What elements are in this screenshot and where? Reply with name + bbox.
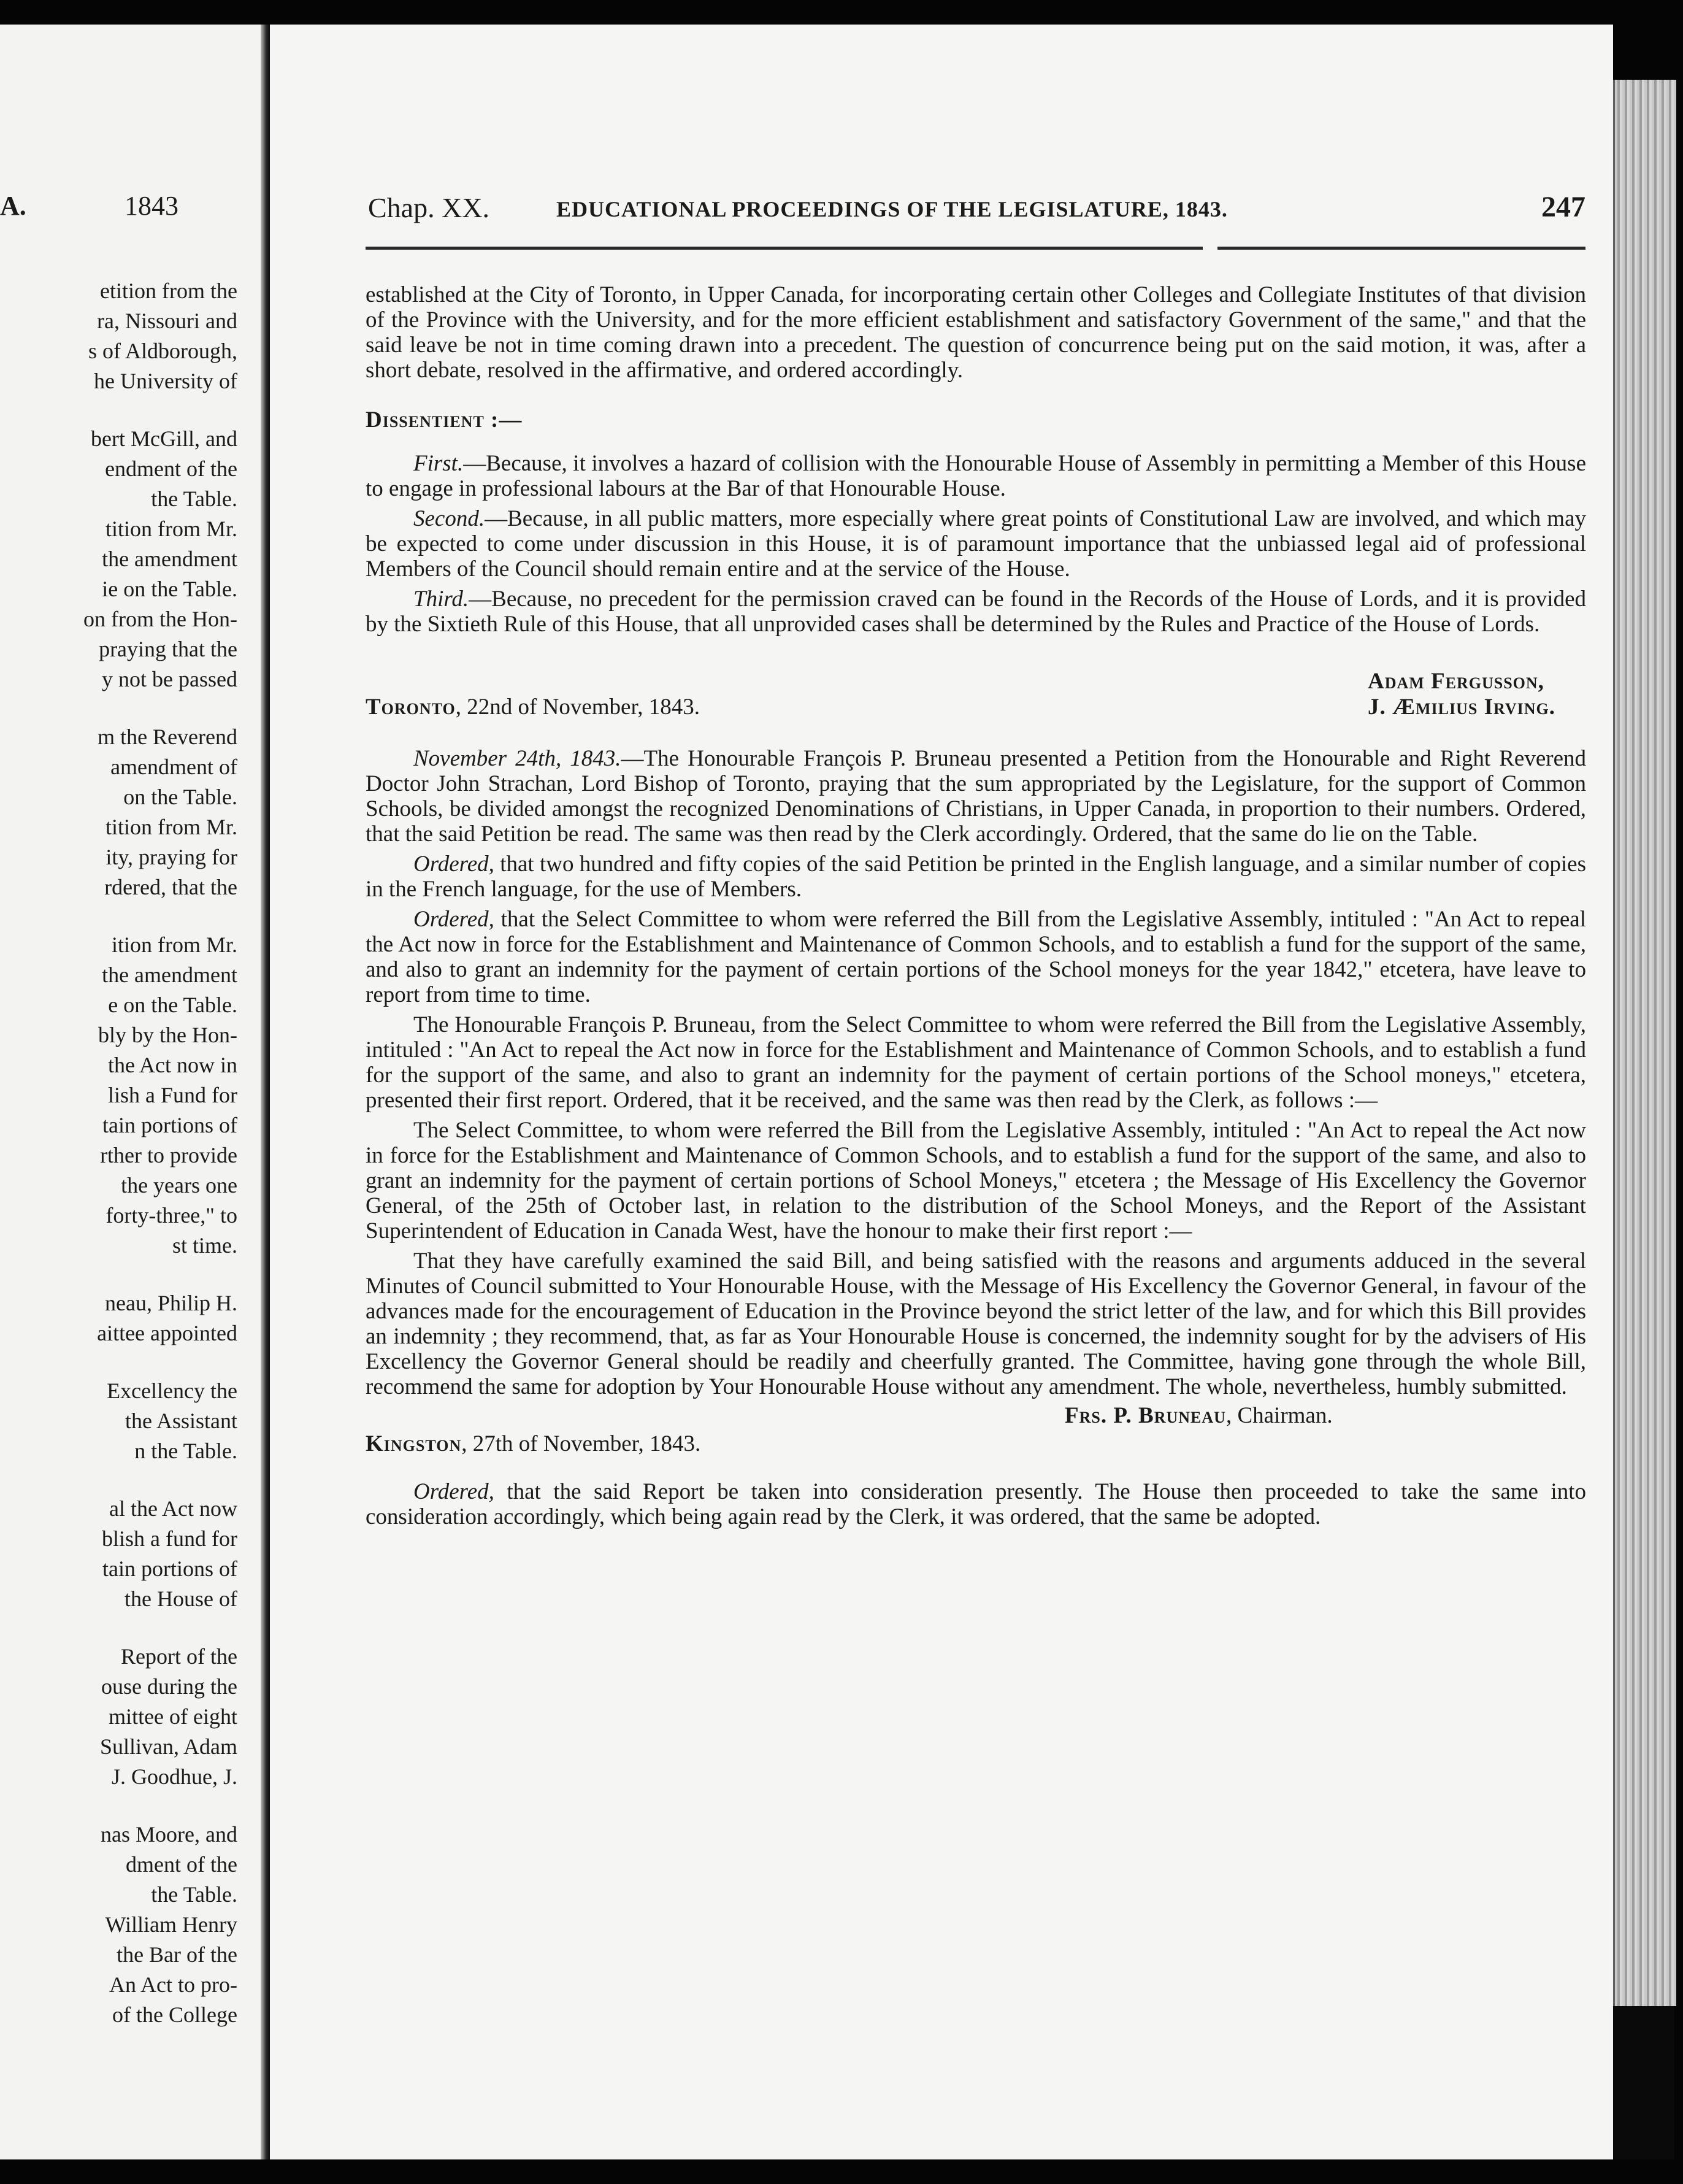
left-page-line: st time. <box>172 1233 237 1258</box>
left-page-line: etition from the <box>100 279 237 303</box>
place-date-toronto <box>366 694 700 720</box>
left-page-line: the amendment <box>102 963 237 987</box>
header-rule-left <box>366 247 1203 250</box>
left-page-gap <box>0 1466 237 1494</box>
signers <box>1368 669 1555 720</box>
left-page-line: bly by the Hon- <box>98 1023 237 1047</box>
left-page-line: forty-three," to <box>105 1203 237 1228</box>
left-facing-page <box>0 25 261 2159</box>
left-page-gap <box>0 1261 237 1288</box>
chairman <box>1065 1403 1333 1428</box>
left-page-line: y not be passed <box>102 667 237 691</box>
left-page-line: of the College <box>112 2002 237 2027</box>
left-page-line: rdered, that the <box>104 875 237 899</box>
paragraph-ordered-report <box>366 1479 1586 1529</box>
left-page-gap <box>0 902 237 930</box>
right-page <box>270 25 1613 2159</box>
page-body <box>366 282 1586 1529</box>
second-label: Second. <box>413 506 485 531</box>
left-page-line: tition from Mr. <box>105 517 237 541</box>
left-page-line: on from the Hon- <box>83 607 237 631</box>
chapter-label: Chap. XX. <box>368 192 490 223</box>
left-header-year: 1843 <box>125 191 178 221</box>
left-page-line: William Henry <box>105 1912 237 1937</box>
page-edge-shadow <box>1613 2006 1674 2159</box>
left-page-line: nas Moore, and <box>101 1822 237 1847</box>
left-page-line: al the Act now <box>109 1496 237 1521</box>
left-page-line: ie on the Table. <box>102 577 237 601</box>
chairman-title: , Chairman. <box>1225 1403 1333 1428</box>
left-page-line: he University of <box>94 369 237 393</box>
book-gutter <box>261 25 270 2159</box>
chairman-signature <box>366 1403 1586 1457</box>
ordered-text: that two hundred and fifty copies of the said Petition be printed in the English language, and a similar number of copies in the French language, for the use of Members. <box>366 852 1586 902</box>
left-page-line: Excellency the <box>107 1378 237 1403</box>
left-page-line: ouse during the <box>101 1674 237 1699</box>
left-page-gap <box>0 396 237 424</box>
running-head <box>368 191 1585 234</box>
left-page-gap <box>0 694 237 722</box>
dissent-third <box>366 586 1586 637</box>
left-page-gap <box>0 1614 237 1642</box>
left-page-line: praying that the <box>99 637 237 661</box>
ordered-label: Ordered, <box>413 1479 494 1504</box>
left-page-line: the years one <box>121 1173 237 1198</box>
left-page-line: lish a Fund for <box>108 1083 237 1107</box>
third-label: Third. <box>413 586 469 612</box>
left-page-line: the Assistant <box>125 1409 237 1433</box>
paragraph-ordered-leave <box>366 907 1586 1007</box>
place-date: , 22nd of November, 1843. <box>455 694 700 720</box>
ordered-label: Ordered, <box>413 907 494 932</box>
left-page-line: bert McGill, and <box>91 426 237 451</box>
left-page-line: aittee appointed <box>97 1321 237 1345</box>
ordered-text: that the said Report be taken into consideration presently. The House then proceeded to take the same into consideration accordingly, which being again read by the Clerk, it was ordered, that the same be adopted. <box>366 1479 1586 1529</box>
left-page-line: Sullivan, Adam <box>100 1734 237 1759</box>
second-text: —Because, in all public matters, more especially where great points of Constitutional Law are involved, and which may be expected to come under discussion in this House, it is of paramount importance that the unbiassed legal aid of professional Members of the Council should remain entire and at the service of the House. <box>366 506 1586 582</box>
page-number: 247 <box>1541 191 1585 223</box>
first-label: First. <box>413 451 464 476</box>
left-page-line: An Act to pro- <box>109 1972 237 1997</box>
left-page-line: tain portions of <box>102 1556 237 1581</box>
left-page-line: dment of the <box>126 1852 237 1877</box>
paragraph-bruneau-report: The Honourable François P. Bruneau, from the Select Committee to whom were referred the Bill from the Legislative Assembly, intituled : "An Act to repeal the Act now in force for the Establishment and Maintenance of Common Schools, and to establish a fund for the support of the same, and also to grant an indemnity for the payment of certain portions of the School moneys," etcetera, presented their first report. Ordered, that it be received, and the same was then read by the Clerk, as follows :— <box>366 1012 1586 1113</box>
left-header-letter: A. <box>0 191 26 221</box>
signer-1: Adam Fergusson, <box>1367 669 1544 694</box>
left-page-line: m the Reverend <box>98 725 237 749</box>
left-page-line: neau, Philip H. <box>105 1291 237 1315</box>
left-page-line: J. Goodhue, J. <box>112 1764 237 1789</box>
left-page-line: Report of the <box>121 1644 237 1669</box>
left-page-line: endment of the <box>105 456 237 481</box>
left-page-line: blish a fund for <box>102 1526 237 1551</box>
paragraph-nov24 <box>366 746 1586 847</box>
dissent-second <box>366 506 1586 582</box>
ordered-text: that the Select Committee to whom were referred the Bill from the Legislative Assembly, intituled : "An Act to repeal the Act now in force for the Establishment and Maintenance of Common Schools, and to establish a fund for the support of the same, and also to grant an indemnity for the payment of certain portions of the School moneys for the year 1842," etcetera, have leave to report from time to time. <box>366 907 1586 1007</box>
running-title: EDUCATIONAL PROCEEDINGS OF THE LEGISLATURE, 1843. <box>556 197 1228 221</box>
third-text: —Because, no precedent for the permission craved can be found in the Records of the House of Lords, and it is provided by the Sixtieth Rule of this House, that all unprovided cases shall be determined by the Rules and Practice of the House of Lords. <box>366 586 1586 637</box>
page-edges <box>1613 80 1676 2006</box>
dissent-first <box>366 451 1586 501</box>
header-rule-right <box>1217 247 1585 250</box>
left-page-line: s of Aldborough, <box>88 339 237 363</box>
paragraph-recommendation: That they have carefully examined the said Bill, and being satisfied with the reasons and arguments adduced in the several Minutes of Council submitted to Your Honourable House, with the Message of His Excellency the Governor General, in favour of the advances made for the encouragement of Education in the Province beyond the strict letter of the law, and for which this Bill provides an indemnity ; they recommend, that, as far as Your Honourable House is concerned, the indemnity sought for by the advisers of His Excellency the Governor General should be readily and cheerfully granted. The Committee, having gone through the whole Bill, recommend the same for adoption by Your Honourable House without any amendment. The whole, nevertheless, humbly submitted. <box>366 1248 1586 1399</box>
ordered-label: Ordered, <box>413 852 494 877</box>
left-page-line: the Table. <box>151 1882 237 1907</box>
left-page-line: tain portions of <box>102 1113 237 1137</box>
left-page-line: the Act now in <box>108 1053 237 1077</box>
place-date: , 27th of November, 1843. <box>461 1431 701 1456</box>
left-page-text <box>0 276 237 2030</box>
left-page-line: on the Table. <box>123 785 237 809</box>
left-page-line: tition from Mr. <box>105 815 237 839</box>
left-page-gap <box>0 1348 237 1376</box>
left-page-line: rther to provide <box>100 1143 237 1167</box>
paragraph-ordered-copies <box>366 852 1586 902</box>
left-page-line: amendment of <box>110 755 237 779</box>
nov24-label: November 24th, 1843. <box>413 746 621 771</box>
left-page-line: the amendment <box>102 547 237 571</box>
left-page-line: ition from Mr. <box>112 932 237 957</box>
signer-2: J. Æmilius Irving. <box>1367 694 1555 720</box>
place-date-kingston <box>366 1431 700 1456</box>
left-page-line: the House of <box>125 1586 237 1611</box>
left-page-gap <box>0 1792 237 1820</box>
paragraph-continuation: established at the City of Toronto, in Upper Canada, for incorporating certain other Colleges and Collegiate Institutes of that division of the Province with the University, and for the more efficient establishment and satisfactory Government of the same," and that the said leave be not in time coming drawn into a precedent. The question of concurrence being put on the said motion, it was, after a short debate, resolved in the affirmative, and ordered accordingly. <box>366 282 1586 383</box>
left-page-line: e on the Table. <box>108 993 237 1017</box>
dissentient-heading: Dissentient :— <box>366 407 523 433</box>
left-page-line: ra, Nissouri and <box>97 309 237 333</box>
left-page-line: mittee of eight <box>109 1704 237 1729</box>
left-page-line: n the Table. <box>134 1439 237 1463</box>
paragraph-select-committee: The Select Committee, to whom were referred the Bill from the Legislative Assembly, intituled : "An Act to repeal the Act now in force for the Establishment and Maintenance of Common Schools, and to establish a fund for the support of the same, and also to grant an indemnity for the payment of certain portions of School Moneys," etcetera ; the Message of His Excellency the Governor General, of the 25th of October last, in relation to the distribution of the School Moneys, and the Report of the Assistant Superintendent of Education in Canada West, have the honour to make their first report :— <box>366 1118 1586 1244</box>
left-page-line: the Table. <box>151 486 237 511</box>
left-page-line: ity, praying for <box>105 845 237 869</box>
place-city: Kingston <box>366 1431 462 1456</box>
place-city: Toronto <box>366 694 456 720</box>
left-page-line: the Bar of the <box>117 1942 237 1967</box>
chairman-name: Frs. P. Bruneau <box>1065 1403 1226 1428</box>
signature-block <box>366 669 1586 721</box>
first-text: —Because, it involves a hazard of collision with the Honourable House of Assembly in permitting a Member of this House to engage in professional labours at the Bar of that Honourable House. <box>366 451 1586 501</box>
nov24-text: —The Honourable François P. Bruneau presented a Petition from the Honourable and Right Reverend Doctor John Strachan, Lord Bishop of Toronto, praying that the sum appropriated by the Legislature, for the support of Common Schools, be divided amongst the recognized Denominations of Christians, in Upper Canada, in proportion to their numbers. Ordered, that the said Petition be read. The same was then read by the Clerk accordingly. Ordered, that the same do lie on the Table. <box>366 746 1586 847</box>
